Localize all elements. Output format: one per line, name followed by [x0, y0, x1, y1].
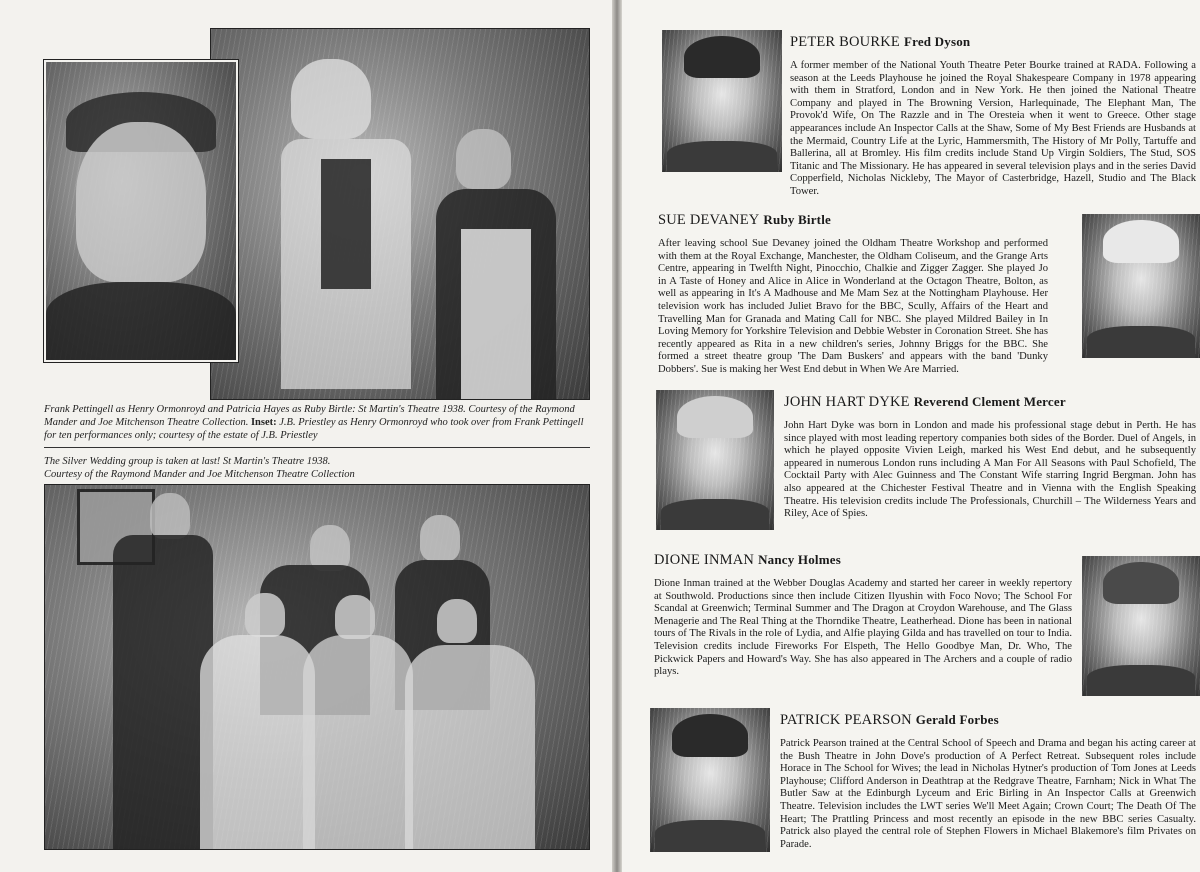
- bio-text-john-hart-dyke: John Hart Dyke was born in London and made his professional stage debut in Perth. He has since played with most leading repertory companies both sides of the Border. Duel of Angels, in which he played opposite Vivien Leigh, marked his West End debut, and he subsequently appeared in numerous London runs including A Man For All Seasons with Paul Schofield, The Cocktail Party with Alec Guinness and The Constant Wife starring Ingrid Bergman. John has also appeared at the Chichester Festival Theatre and in Vienna with the English Speaking Theatre. His television credits include The Professionals, Churchill – The Wilderness Years and Riley, Ace of Spies.: [784, 420, 1196, 520]
- bio-heading-sue-devaney: [658, 212, 831, 229]
- caption-bottom-line1: The Silver Wedding group is taken at last! St Martin's Theatre 1938.: [44, 456, 331, 467]
- bio-role-name: Ruby Birtle: [763, 212, 831, 227]
- caption-bottom-line2: Courtesy of the Raymond Mander and Joe Mitchenson Theatre Collection: [44, 469, 355, 480]
- production-photo-silver-wedding-group: [44, 484, 590, 850]
- bio-heading-dione-inman: [654, 552, 841, 569]
- production-photo-ormonroyd-ruby: [210, 28, 590, 400]
- portrait-patrick-pearson: [650, 708, 770, 852]
- bio-actor-name: PETER BOURKE: [790, 34, 900, 50]
- caption-divider: [44, 447, 590, 448]
- bio-heading-peter-bourke: [790, 34, 970, 51]
- portrait-john-hart-dyke: [656, 390, 774, 530]
- bio-role-name: Nancy Holmes: [758, 552, 841, 567]
- photo-caption-top: [44, 403, 592, 442]
- caption-top-text: Frank Pettingell as Henry Ormonroyd and Patricia Hayes as Ruby Birtle: St Martin's Theatre 1938. Courtesy of the Raymond Mander and Joe Mitchenson Theatre Collection.: [44, 404, 575, 428]
- photo-caption-bottom: [44, 455, 592, 481]
- right-page: [622, 0, 1200, 872]
- bio-actor-name: JOHN HART DYKE: [784, 394, 910, 410]
- bio-heading-john-hart-dyke: [784, 394, 1066, 411]
- portrait-peter-bourke: [662, 30, 782, 172]
- bio-text-patrick-pearson: Patrick Pearson trained at the Central School of Speech and Drama and began his acting career at the Bush Theatre in John Dove's production of A Perfect Retreat. Subsequent roles include Horace in The School for Wives; the lead in Nicholas Hytner's production of Tom Jones at Leeds Playhouse; Clifford Anderson in Deathtrap at the Redgrave Theatre, Farnham; Nick in What The Butler Saw at the Edinburgh Lyceum and Eric Birling in An Inspector Calls at Greenwich Theatre. Television includes the LWT series We'll Meet Again; Crown Court; The Death Of The Heart; The Prattling Princess and most recently an episode in the new BBC series Casualty. Patrick also played the central role of Stephen Flowers in Michael Blakemore's film Privates on Parade.: [780, 738, 1196, 850]
- bio-text-peter-bourke: A former member of the National Youth Theatre Peter Bourke trained at RADA. Following a season at the Leeds Playhouse he joined the Royal Shakespeare Company in 1978 appearing with them in Stratford, London and in New York. He then joined the National Theatre Company and played in The Browning Version, Harlequinade, The Elephant Man, The Provok'd Wife, On The Razzle and in The Oresteia when it went to Greece. Other stage appearances include An Inspector Calls at the Shaw, Some of My Best Friends are Husbands at the Mermaid, Country Life at the Lyric, Hammersmith, The History of Mr Polly, Tartuffe and Ballerina, all at Bromley. His film credits include Stand Up Virgin Soldiers, The Stud, SOS Titanic and The Missionary. He has appeared in several television plays and in the series David Copperfield, Nicholas Nickleby, The Mayor of Casterbridge, Hazell, Studio and The Black Tower.: [790, 60, 1196, 197]
- caption-inset-label: Inset:: [250, 417, 277, 428]
- bio-actor-name: PATRICK PEARSON: [780, 712, 912, 728]
- bio-heading-patrick-pearson: [780, 712, 999, 729]
- bio-actor-name: SUE DEVANEY: [658, 212, 760, 228]
- bio-role-name: Reverend Clement Mercer: [913, 394, 1066, 409]
- bio-text-dione-inman: Dione Inman trained at the Webber Douglas Academy and started her career in weekly repertory at Southwold. Productions since then include Citizen Ilyushin with Foco Novo; The School For Scandal at Greenwich; Terminal Summer and The Dragon at Croydon Warehouse, and The Glass Menagerie and The Real Thing at the Thorndike Theatre, Leatherhead. Dione has been in national tours of The Rivals in the role of Lydia, and Alfie playing Gilda and has travelled on tour to India. Television credits include Fireworks For Elspeth, The Hello Goodbye Man, Dr. Who, The Pickwick Papers and Howard's Way. She has also appeared in The Archers and a couple of radio plays.: [654, 578, 1072, 678]
- caption-inset-text: J.B. Priestley as Henry Ormonroyd who took over from Frank Pettingell for ten performances only; courtesy of the estate of J.B. Priestley: [44, 417, 584, 441]
- bio-actor-name: DIONE INMAN: [654, 552, 755, 568]
- bio-role-name: Gerald Forbes: [915, 712, 999, 727]
- bio-role-name: Fred Dyson: [903, 34, 971, 49]
- portrait-sue-devaney: [1082, 214, 1200, 358]
- portrait-dione-inman: [1082, 556, 1200, 696]
- page-gutter: [612, 0, 622, 872]
- inset-photo-priestley: [44, 60, 238, 362]
- bio-text-sue-devaney: After leaving school Sue Devaney joined the Oldham Theatre Workshop and performed with them at the Royal Exchange, Manchester, the Oldham Coliseum, and the Grange Arts Centre, appearing in Twelfth Night, Pinocchio, Chalkie and Zigger Zagger. She played Jo in A Taste of Honey and Alice in Alice in Wonderland at the Octagon Theatre, Bolton, as well as appearing in It's A Madhouse and Me Mam Sez at the Nottingham Playhouse. Her television work has included Juliet Bravo for the BBC, Scully, Affairs of the Heart and Travelling Man for Granada and Mating Call for NBC. She played Mildred Bailey in In Loving Memory for Yorkshire Television and Debbie Webster in Coronation Street. She has recently appeared as Rita in a new children's series, Johnny Briggs for the BBC. She formed a street theatre group 'The Dam Buskers' and appears with the band 'Dunky Dobbers'. Sue is making her West End debut in When We Are Married.: [658, 238, 1048, 375]
